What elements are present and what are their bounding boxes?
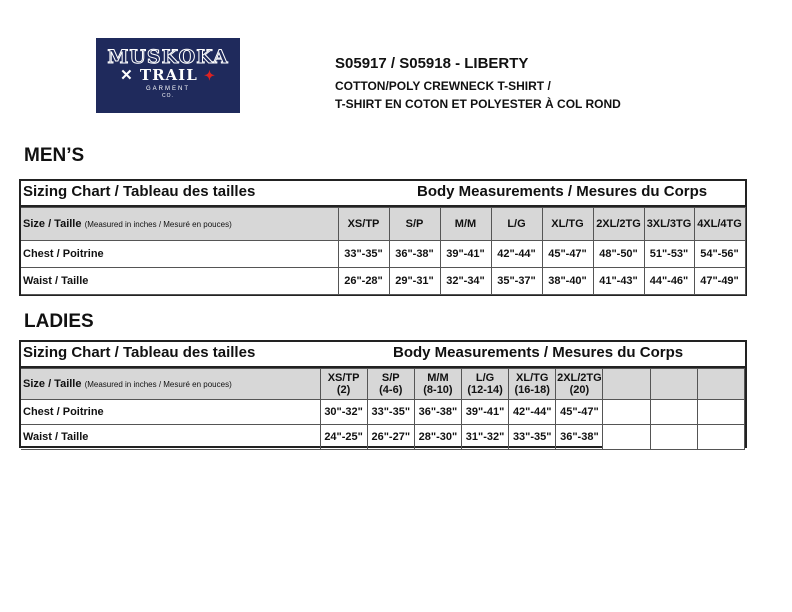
ladies-empty-cell: [603, 425, 650, 450]
men-size-cell: 2XL/2TG: [593, 208, 644, 241]
men-chest-cell: 51"-53": [644, 241, 694, 268]
men-size-table: [21, 207, 746, 295]
ladies-size-name: XL/TG: [516, 372, 549, 384]
men-size-label: Size / Taille: [23, 218, 82, 230]
ladies-empty-cell: [697, 369, 744, 400]
men-chest-cell: 39"-41": [440, 241, 491, 268]
logo-line4: CO.: [162, 93, 174, 99]
ladies-size-name: S/P: [381, 372, 400, 384]
men-waist-cell: 47"-49": [694, 268, 745, 295]
men-waist-row: [21, 268, 745, 295]
ladies-chest-cell: 36"-38": [414, 400, 461, 425]
men-chest-cell: 54"-56": [694, 241, 745, 268]
men-chest-cell: 42"-44": [491, 241, 542, 268]
ladies-waist-cell: 28"-30": [414, 425, 461, 450]
ladies-size-name: 2XL/2TG: [557, 372, 602, 384]
ladies-size-cell: [556, 369, 603, 400]
ladies-size-row: [21, 369, 745, 400]
men-waist-label: Waist / Taille: [21, 268, 338, 295]
men-chest-cell: 45"-47": [542, 241, 593, 268]
logo-line2: ✕ TRAIL ✦: [120, 66, 216, 84]
men-chart-header: [21, 181, 745, 207]
product-subtitle-en: COTTON/POLY CREWNECK T-SHIRT /: [335, 79, 551, 93]
men-chest-cell: 48"-50": [593, 241, 644, 268]
men-chart-label: Sizing Chart / Tableau des tailles: [23, 183, 256, 200]
logo-line1: MUSKOKA: [107, 46, 229, 68]
men-measure-label: Body Measurements / Mesures du Corps: [417, 183, 708, 200]
ladies-waist-cell: 26"-27": [367, 425, 414, 450]
ladies-waist-cell: 36"-38": [556, 425, 603, 450]
men-chest-row: [21, 241, 745, 268]
ladies-waist-cell: 31"-32": [462, 425, 509, 450]
men-waist-cell: 35"-37": [491, 268, 542, 295]
ladies-chest-cell: 39"-41": [462, 400, 509, 425]
men-size-cell: M/M: [440, 208, 491, 241]
men-chest-label: Chest / Poitrine: [21, 241, 338, 268]
ladies-chest-cell: 45"-47": [556, 400, 603, 425]
men-chest-cell: 33"-35": [338, 241, 389, 268]
ladies-size-num: (16-18): [514, 384, 550, 396]
ladies-empty-cell: [603, 369, 650, 400]
ladies-measure-label: Body Measurements / Mesures du Corps: [393, 344, 684, 361]
ladies-sizing-chart: [19, 340, 747, 448]
ladies-size-label: Size / Taille: [23, 378, 82, 390]
ladies-size-cell: [509, 369, 556, 400]
ladies-waist-cell: 33"-35": [509, 425, 556, 450]
ladies-size-name: XS/TP: [327, 372, 360, 384]
men-waist-cell: 41"-43": [593, 268, 644, 295]
men-size-note: (Measured in inches / Mesuré en pouces): [84, 220, 232, 229]
ladies-size-cell: [462, 369, 509, 400]
ladies-chart-header: [21, 342, 745, 368]
ladies-size-cell: [414, 369, 461, 400]
logo-line3: GARMENT: [146, 86, 190, 92]
men-waist-cell: 26"-28": [338, 268, 389, 295]
men-size-cell: XL/TG: [542, 208, 593, 241]
brand-logo: [96, 38, 240, 113]
ladies-empty-cell: [650, 400, 697, 425]
ladies-size-table: [21, 368, 745, 450]
ladies-empty-cell: [697, 400, 744, 425]
ladies-empty-cell: [603, 400, 650, 425]
ladies-size-name: M/M: [427, 372, 449, 384]
men-size-label-cell: [21, 208, 338, 241]
men-size-cell: 3XL/3TG: [644, 208, 694, 241]
ladies-size-num: (12-14): [467, 384, 503, 396]
product-subtitle-fr: T-SHIRT EN COTON ET POLYESTER À COL ROND: [335, 97, 621, 111]
ladies-size-note: (Measured in inches / Mesuré en pouces): [84, 380, 232, 389]
ladies-waist-label: Waist / Taille: [21, 425, 320, 450]
ladies-size-cell: [320, 369, 367, 400]
ladies-waist-row: [21, 425, 745, 450]
ladies-heading: LADIES: [24, 311, 94, 332]
men-waist-cell: 32"-34": [440, 268, 491, 295]
men-chest-cell: 36"-38": [389, 241, 440, 268]
ladies-size-num: (8-10): [423, 384, 453, 396]
ladies-chest-cell: 42"-44": [509, 400, 556, 425]
ladies-size-cell: [367, 369, 414, 400]
men-waist-cell: 29"-31": [389, 268, 440, 295]
ladies-size-num: (4-6): [379, 384, 403, 396]
ladies-chest-cell: 30"-32": [320, 400, 367, 425]
ladies-size-num: (20): [569, 384, 590, 396]
men-waist-cell: 44"-46": [644, 268, 694, 295]
men-heading: MEN’S: [24, 145, 85, 166]
product-title: S05917 / S05918 - LIBERTY: [335, 55, 529, 72]
maple-leaf-icon: ✦: [203, 69, 216, 84]
ladies-chest-cell: 33"-35": [367, 400, 414, 425]
ladies-chest-row: [21, 400, 745, 425]
ladies-size-label-cell: [21, 369, 320, 400]
ladies-empty-cell: [697, 425, 744, 450]
men-size-row: [21, 208, 745, 241]
men-size-cell: XS/TP: [338, 208, 389, 241]
men-size-cell: 4XL/4TG: [694, 208, 745, 241]
men-waist-cell: 38"-40": [542, 268, 593, 295]
men-size-cell: S/P: [389, 208, 440, 241]
ladies-empty-cell: [650, 425, 697, 450]
ladies-waist-cell: 24"-25": [320, 425, 367, 450]
ladies-size-num: (2): [336, 384, 351, 396]
men-size-cell: L/G: [491, 208, 542, 241]
men-sizing-chart: [19, 179, 747, 296]
ladies-size-name: L/G: [475, 372, 495, 384]
ladies-chart-label: Sizing Chart / Tableau des tailles: [23, 344, 256, 361]
ladies-chest-label: Chest / Poitrine: [21, 400, 320, 425]
logo-trail: TRAIL: [139, 66, 198, 84]
ladies-empty-cell: [650, 369, 697, 400]
